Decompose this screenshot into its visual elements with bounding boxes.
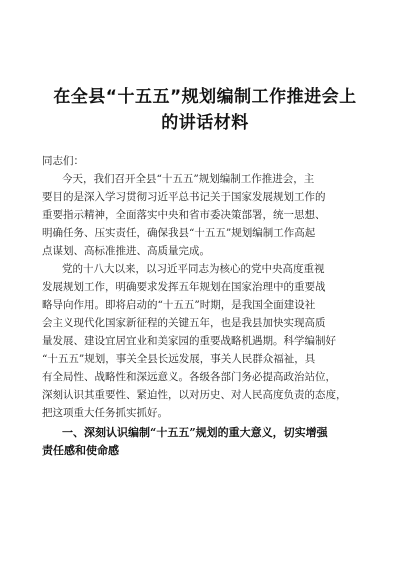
paragraph-2-line: 略导向作用。即将启动的“十五五”时期，是我国全面建设社 bbox=[42, 299, 316, 311]
paragraph-2-line: 量发展、建设宜居宜业和美家园的重要战略机遇期。科学编制好 bbox=[42, 335, 336, 347]
salutation: 同志们： bbox=[42, 155, 84, 167]
document-title-line-1: 在全县“十五五”规划编制工作推进会上 bbox=[53, 87, 357, 107]
paragraph-1-line: 点谋划、高标准推进、高质量完成。 bbox=[42, 245, 210, 257]
paragraph-1-line: 今天，我们召开全县“十五五”规划编制工作推进会，主 bbox=[62, 173, 315, 185]
paragraph-2-line: “十五五”规划，事关全县长远发展，事关人民群众福祉，具 bbox=[42, 353, 316, 365]
paragraph-1-line: 明确任务、压实责任，确保我县“十五五”规划编制工作高起 bbox=[42, 227, 316, 239]
paragraph-2-line: 把这项重大任务抓实抓好。 bbox=[42, 407, 168, 419]
document-title-line-2: 的讲话材料 bbox=[161, 113, 249, 133]
section-heading-line: 责任感和使命感 bbox=[42, 444, 119, 457]
section-heading-line: 一、深刻认识编制“十五五”规划的重大意义，切实增强 bbox=[62, 426, 328, 439]
paragraph-2-line: 会主义现代化国家新征程的关键五年，也是我县加快实现高质 bbox=[42, 317, 326, 329]
paragraph-2-line: 发展规划工作，明确要求发挥五年规划在国家治理中的重要战 bbox=[42, 281, 326, 293]
paragraph-1-line: 重要指示精神，全面落实中央和省市委决策部署，统一思想、 bbox=[42, 209, 326, 221]
paragraph-2-line: 党的十八大以来，以习近平同志为核心的党中央高度重视 bbox=[62, 263, 325, 275]
paragraph-2-line: 深刻认识其重要性、紧迫性，以对历史、对人民高度负责的态度， bbox=[42, 389, 347, 401]
paragraph-2-line: 有全局性、战略性和深远意义。各级各部门务必提高政治站位， bbox=[42, 371, 336, 383]
paragraph-1-line: 要目的是深入学习贯彻习近平总书记关于国家发展规划工作的 bbox=[42, 191, 326, 203]
